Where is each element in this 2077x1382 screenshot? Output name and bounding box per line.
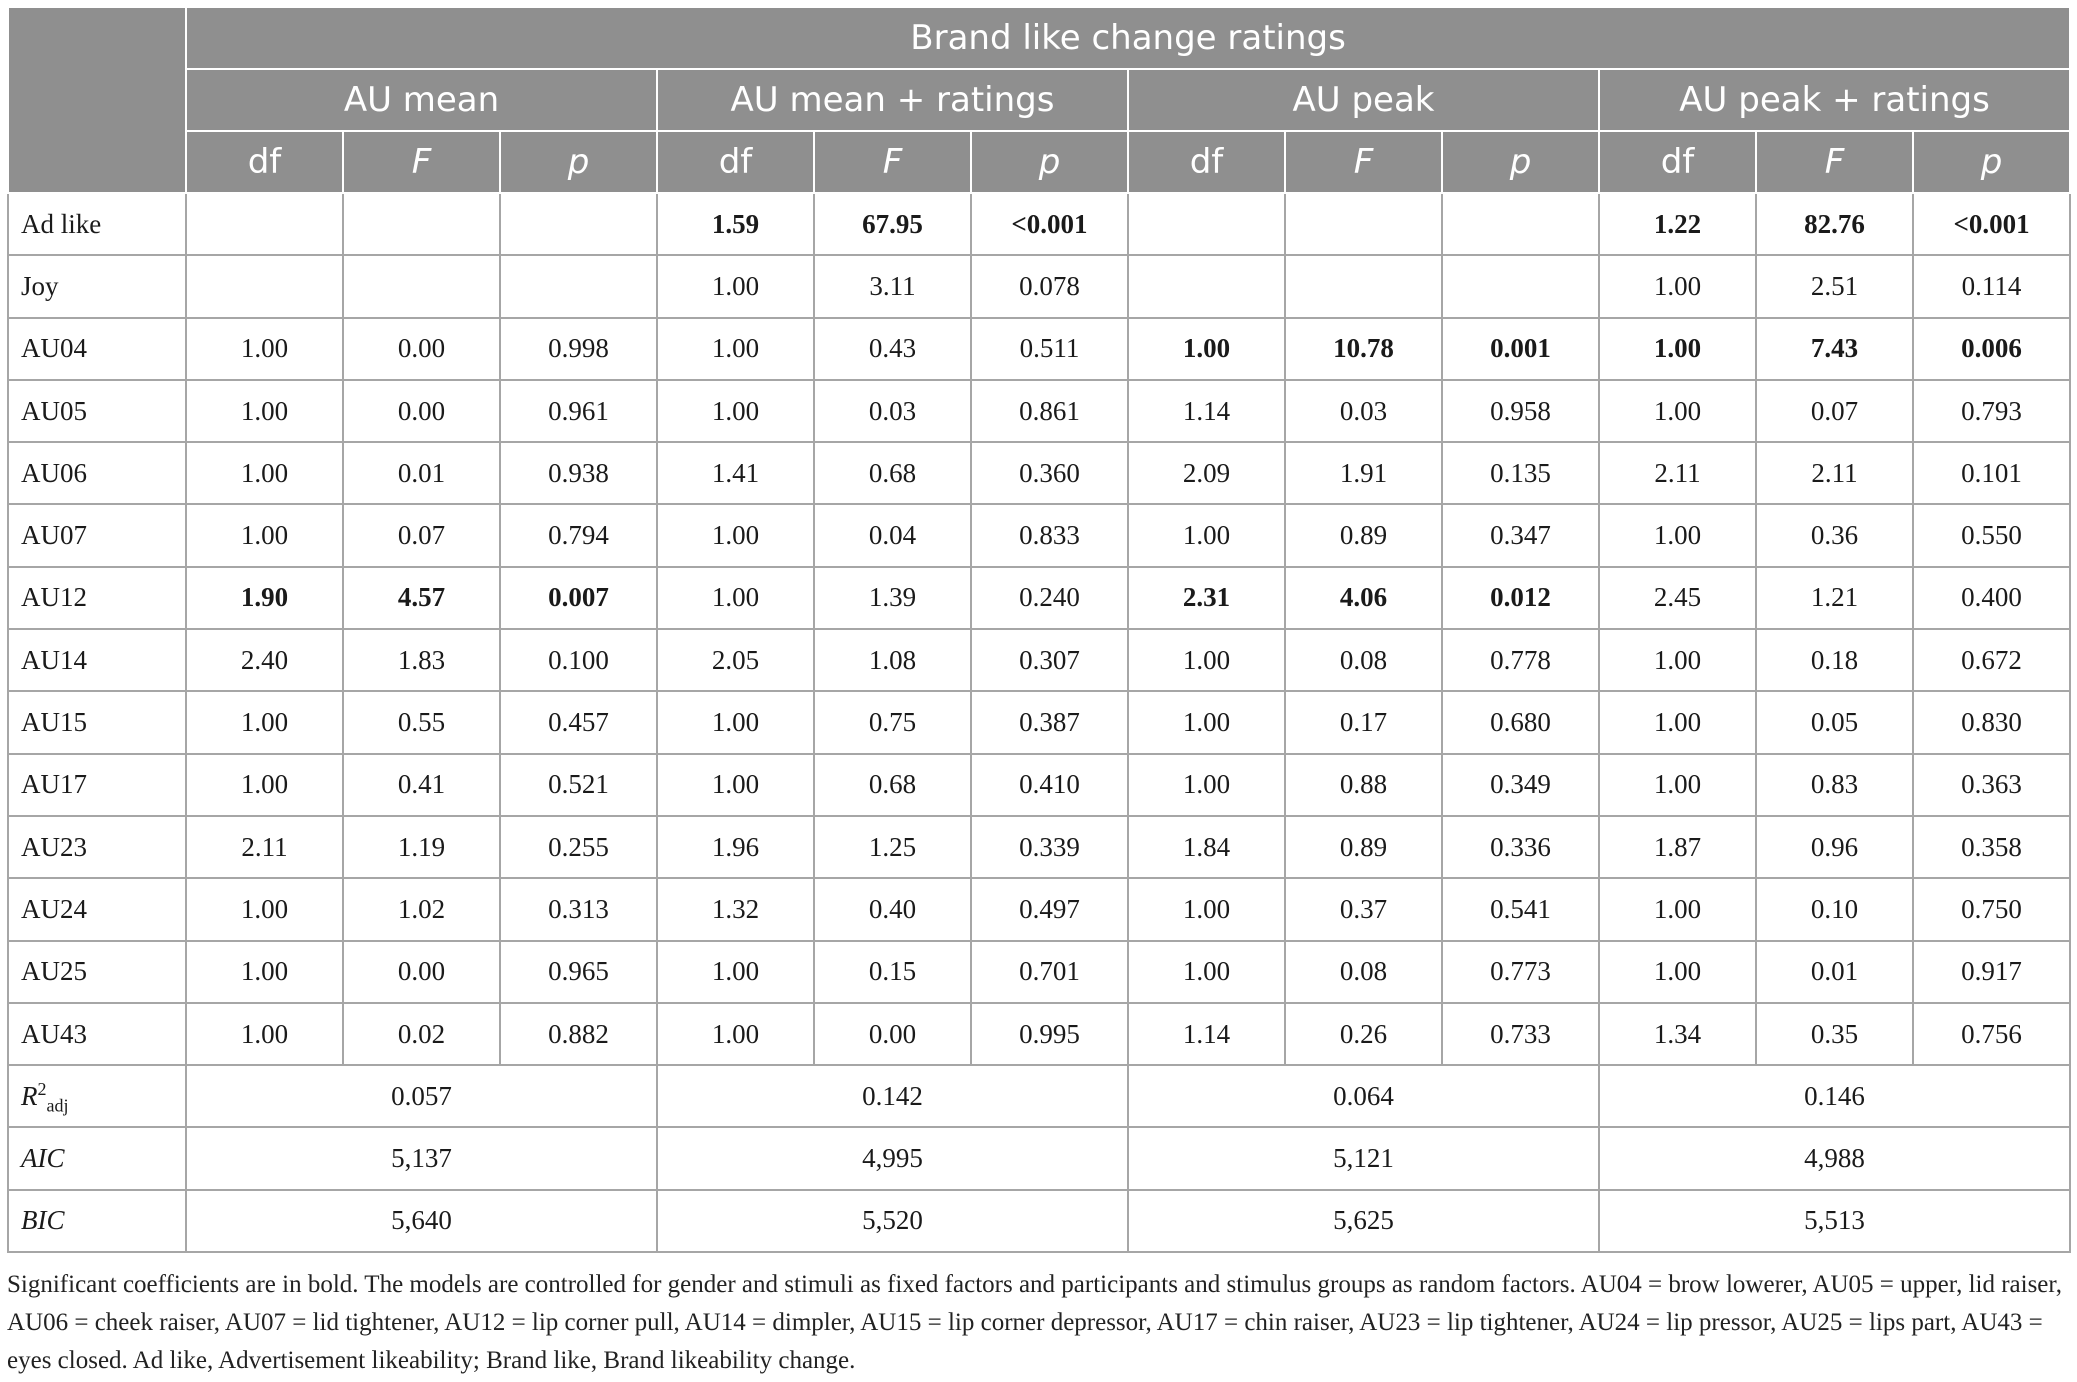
table-cell: 1.00 <box>657 691 814 753</box>
table-cell: 1.02 <box>343 878 500 940</box>
table-cell: 1.83 <box>343 629 500 691</box>
table-cell: 0.363 <box>1913 754 2070 816</box>
table-cell: 0.03 <box>1285 380 1442 442</box>
table-cell: 2.51 <box>1756 255 1913 317</box>
table-cell: 0.101 <box>1913 442 2070 504</box>
table-row <box>8 504 2070 566</box>
table-cell: 1.00 <box>657 754 814 816</box>
table-cell: 0.41 <box>343 754 500 816</box>
table-cell: 0.05 <box>1756 691 1913 753</box>
table-cell: 0.04 <box>814 504 971 566</box>
row-label: AU04 <box>8 318 186 380</box>
table-cell: 1.00 <box>1599 629 1756 691</box>
table-row <box>8 1003 2070 1065</box>
table-cell: 0.861 <box>971 380 1128 442</box>
table-cell: 0.400 <box>1913 567 2070 629</box>
table-cell: 0.135 <box>1442 442 1599 504</box>
table-cell: <0.001 <box>971 193 1128 255</box>
col-header-df: df <box>1128 131 1285 193</box>
table-cell: 0.995 <box>971 1003 1128 1065</box>
table-row <box>8 754 2070 816</box>
col-header-p: p <box>971 131 1128 193</box>
table-cell: 2.40 <box>186 629 343 691</box>
table-cell: 1.00 <box>1128 754 1285 816</box>
table-cell: 4.06 <box>1285 567 1442 629</box>
summary-row <box>8 1065 2070 1127</box>
table-cell <box>1442 193 1599 255</box>
group-header: AU mean <box>186 69 657 131</box>
table-cell: 0.360 <box>971 442 1128 504</box>
table-footnote: Significant coefficients are in bold. The models are controlled for gender and stimuli as fixed factors and participants and stimulus groups as random factors. AU04 = brow lowerer, AU05 = upper, lid raiser, AU06 = cheek raiser, AU07 = lid tightener, AU12 = lip corner pull, AU14 = dimpler, AU15 = lip corner depressor, AU17 = chin raiser, AU23 = lip tightener, AU24 = lip pressor, AU25 = lips part, AU43 = eyes closed. Ad like, Advertisement likeability; Brand like, Brand likeability change. <box>7 1271 2062 1374</box>
summary-row <box>8 1190 2070 1252</box>
row-label: Joy <box>8 255 186 317</box>
table-cell: 0.00 <box>343 318 500 380</box>
table-cell: 1.00 <box>186 442 343 504</box>
table-row <box>8 629 2070 691</box>
summary-value: 4,995 <box>657 1127 1128 1189</box>
table-cell <box>1285 255 1442 317</box>
table-cell: 0.240 <box>971 567 1128 629</box>
col-header-f: F <box>343 131 500 193</box>
table-cell: 0.938 <box>500 442 657 504</box>
table-cell: 0.917 <box>1913 941 2070 1003</box>
table-cell: 0.307 <box>971 629 1128 691</box>
table-cell: 0.18 <box>1756 629 1913 691</box>
table-cell <box>343 255 500 317</box>
table-cell: 0.35 <box>1756 1003 1913 1065</box>
summary-value: 5,625 <box>1128 1190 1599 1252</box>
summary-value: 5,121 <box>1128 1127 1599 1189</box>
table-cell: 1.00 <box>1599 878 1756 940</box>
row-label: AU23 <box>8 816 186 878</box>
table-cell: 1.32 <box>657 878 814 940</box>
summary-value: 0.146 <box>1599 1065 2070 1127</box>
table-cell <box>186 193 343 255</box>
table-cell: 67.95 <box>814 193 971 255</box>
table-cell <box>500 255 657 317</box>
table-cell: 0.773 <box>1442 941 1599 1003</box>
col-header-p: p <box>1442 131 1599 193</box>
header-corner-cell <box>8 7 186 193</box>
table-cell: 0.521 <box>500 754 657 816</box>
table-cell: 0.83 <box>1756 754 1913 816</box>
table-cell: 1.14 <box>1128 380 1285 442</box>
row-label: AU12 <box>8 567 186 629</box>
table-cell <box>500 193 657 255</box>
table-cell: 2.09 <box>1128 442 1285 504</box>
table-cell: 0.833 <box>971 504 1128 566</box>
summary-value: 5,640 <box>186 1190 657 1252</box>
table-cell: 0.00 <box>343 941 500 1003</box>
table-cell: 0.07 <box>1756 380 1913 442</box>
table-cell: 0.550 <box>1913 504 2070 566</box>
table-cell: 1.00 <box>186 380 343 442</box>
table-cell: 0.40 <box>814 878 971 940</box>
table-cell: 0.01 <box>343 442 500 504</box>
table-cell: 0.680 <box>1442 691 1599 753</box>
row-label: AU15 <box>8 691 186 753</box>
table-cell: 1.00 <box>186 941 343 1003</box>
table-cell: 0.012 <box>1442 567 1599 629</box>
table-cell: 1.00 <box>657 504 814 566</box>
table-cell: 1.87 <box>1599 816 1756 878</box>
table-cell: 1.00 <box>186 754 343 816</box>
summary-label-main: BIC <box>21 1205 65 1236</box>
table-cell: 1.00 <box>1599 380 1756 442</box>
table-cell: 0.511 <box>971 318 1128 380</box>
table-cell: 0.15 <box>814 941 971 1003</box>
table-body <box>8 193 2070 1252</box>
table-cell: 0.96 <box>1756 816 1913 878</box>
table-cell: 82.76 <box>1756 193 1913 255</box>
table-cell: 1.19 <box>343 816 500 878</box>
table-cell: 0.358 <box>1913 816 2070 878</box>
table-cell: 1.00 <box>186 1003 343 1065</box>
table-cell <box>1285 193 1442 255</box>
row-label: AU14 <box>8 629 186 691</box>
table-cell: 0.756 <box>1913 1003 2070 1065</box>
table-cell: 0.958 <box>1442 380 1599 442</box>
table-cell: 1.00 <box>657 255 814 317</box>
summary-label <box>8 1190 186 1252</box>
table-cell: 1.22 <box>1599 193 1756 255</box>
row-label: AU25 <box>8 941 186 1003</box>
table-cell: 0.55 <box>343 691 500 753</box>
table-cell: 1.00 <box>186 318 343 380</box>
table-cell: 1.39 <box>814 567 971 629</box>
table-row <box>8 878 2070 940</box>
table-row <box>8 691 2070 753</box>
table-cell: 0.457 <box>500 691 657 753</box>
col-header-df: df <box>186 131 343 193</box>
table-row <box>8 567 2070 629</box>
table-row <box>8 816 2070 878</box>
table-cell: 0.100 <box>500 629 657 691</box>
table-row <box>8 318 2070 380</box>
table-cell: 1.00 <box>657 1003 814 1065</box>
table-cell: 1.14 <box>1128 1003 1285 1065</box>
header-row-title <box>8 7 2070 69</box>
col-header-f: F <box>1756 131 1913 193</box>
table-cell: 0.497 <box>971 878 1128 940</box>
header-row-groups <box>8 69 2070 131</box>
table-cell: 0.37 <box>1285 878 1442 940</box>
table-cell: 2.11 <box>1599 442 1756 504</box>
table-cell: 0.26 <box>1285 1003 1442 1065</box>
table-cell: 0.349 <box>1442 754 1599 816</box>
table-cell: 1.00 <box>1599 754 1756 816</box>
table-cell: 0.794 <box>500 504 657 566</box>
table-cell: 0.88 <box>1285 754 1442 816</box>
table-cell: 1.59 <box>657 193 814 255</box>
table-cell: 0.75 <box>814 691 971 753</box>
summary-label <box>8 1065 186 1127</box>
table-cell: 1.00 <box>657 941 814 1003</box>
summary-label-superscript: 2 <box>37 1078 47 1099</box>
table-cell: 2.45 <box>1599 567 1756 629</box>
table-cell <box>1442 255 1599 317</box>
table-row <box>8 380 2070 442</box>
table-cell: 0.255 <box>500 816 657 878</box>
summary-value: 5,513 <box>1599 1190 2070 1252</box>
table-cell: 0.01 <box>1756 941 1913 1003</box>
table-cell: 0.793 <box>1913 380 2070 442</box>
table-cell: 2.11 <box>186 816 343 878</box>
table-cell: 1.00 <box>1599 504 1756 566</box>
table-cell: 1.00 <box>186 691 343 753</box>
table-cell: 1.00 <box>1599 941 1756 1003</box>
row-label: AU24 <box>8 878 186 940</box>
table-cell: 2.11 <box>1756 442 1913 504</box>
summary-label-main: R <box>21 1080 38 1111</box>
table-cell <box>186 255 343 317</box>
table-cell: 1.96 <box>657 816 814 878</box>
table-cell: 1.84 <box>1128 816 1285 878</box>
table-cell: 0.410 <box>971 754 1128 816</box>
table-cell: 1.00 <box>1599 691 1756 753</box>
table-cell: 0.17 <box>1285 691 1442 753</box>
table-row <box>8 255 2070 317</box>
table-cell: 0.541 <box>1442 878 1599 940</box>
col-header-df: df <box>1599 131 1756 193</box>
table-cell: 0.733 <box>1442 1003 1599 1065</box>
table-cell: 0.08 <box>1285 941 1442 1003</box>
results-table-container <box>7 6 2069 1253</box>
table-cell: 1.91 <box>1285 442 1442 504</box>
row-label: AU06 <box>8 442 186 504</box>
table-cell: 0.68 <box>814 442 971 504</box>
table-cell: 7.43 <box>1756 318 1913 380</box>
table-cell: 1.00 <box>186 878 343 940</box>
table-cell: 1.00 <box>1128 318 1285 380</box>
table-cell: 0.08 <box>1285 629 1442 691</box>
table-cell: 0.03 <box>814 380 971 442</box>
table-cell: 1.00 <box>1599 255 1756 317</box>
table-cell: 10.78 <box>1285 318 1442 380</box>
table-cell: 0.387 <box>971 691 1128 753</box>
col-header-p: p <box>1913 131 2070 193</box>
table-title: Brand like change ratings <box>186 7 2070 69</box>
table-cell: 0.68 <box>814 754 971 816</box>
table-cell: 0.001 <box>1442 318 1599 380</box>
table-cell: 0.313 <box>500 878 657 940</box>
table-cell: 0.336 <box>1442 816 1599 878</box>
table-cell: 1.00 <box>1128 941 1285 1003</box>
table-cell: 1.00 <box>1128 878 1285 940</box>
summary-label-main: AIC <box>21 1143 65 1174</box>
table-cell <box>1128 255 1285 317</box>
group-header: AU peak + ratings <box>1599 69 2070 131</box>
table-cell: 1.08 <box>814 629 971 691</box>
table-row <box>8 442 2070 504</box>
row-label: AU05 <box>8 380 186 442</box>
table-cell: 0.078 <box>971 255 1128 317</box>
table-cell: 1.34 <box>1599 1003 1756 1065</box>
table-cell: 0.007 <box>500 567 657 629</box>
table-cell: 0.36 <box>1756 504 1913 566</box>
table-cell: 0.114 <box>1913 255 2070 317</box>
table-cell: 0.882 <box>500 1003 657 1065</box>
table-cell: 0.006 <box>1913 318 2070 380</box>
table-cell: 1.00 <box>1128 629 1285 691</box>
table-cell: 0.89 <box>1285 816 1442 878</box>
col-header-p: p <box>500 131 657 193</box>
table-cell: 1.00 <box>1128 691 1285 753</box>
table-cell: 0.701 <box>971 941 1128 1003</box>
table-row <box>8 941 2070 1003</box>
table-cell <box>1128 193 1285 255</box>
col-header-df: df <box>657 131 814 193</box>
row-label: AU43 <box>8 1003 186 1065</box>
summary-label-subscript: adj <box>46 1095 69 1116</box>
table-cell: 1.90 <box>186 567 343 629</box>
table-cell: 0.43 <box>814 318 971 380</box>
results-table <box>7 6 2071 1253</box>
table-cell: 3.11 <box>814 255 971 317</box>
summary-value: 5,520 <box>657 1190 1128 1252</box>
table-cell: 1.00 <box>657 567 814 629</box>
table-cell: 1.00 <box>1128 504 1285 566</box>
table-row <box>8 193 2070 255</box>
table-cell: 2.31 <box>1128 567 1285 629</box>
header-row-stats <box>8 131 2070 193</box>
row-label: AU17 <box>8 754 186 816</box>
table-cell: 0.00 <box>814 1003 971 1065</box>
table-cell: 0.339 <box>971 816 1128 878</box>
table-cell: 0.830 <box>1913 691 2070 753</box>
summary-value: 0.064 <box>1128 1065 1599 1127</box>
col-header-f: F <box>1285 131 1442 193</box>
summary-value: 4,988 <box>1599 1127 2070 1189</box>
table-cell: 1.25 <box>814 816 971 878</box>
row-label: AU07 <box>8 504 186 566</box>
table-cell: 0.02 <box>343 1003 500 1065</box>
table-cell: 4.57 <box>343 567 500 629</box>
table-cell: 2.05 <box>657 629 814 691</box>
table-cell: 1.00 <box>657 318 814 380</box>
row-label: Ad like <box>8 193 186 255</box>
table-cell: 0.965 <box>500 941 657 1003</box>
summary-value: 0.142 <box>657 1065 1128 1127</box>
table-cell: 0.750 <box>1913 878 2070 940</box>
summary-label <box>8 1127 186 1189</box>
table-cell: 0.10 <box>1756 878 1913 940</box>
table-cell: 1.00 <box>186 504 343 566</box>
table-cell: 1.21 <box>1756 567 1913 629</box>
table-cell: 0.07 <box>343 504 500 566</box>
summary-row <box>8 1127 2070 1189</box>
table-cell: 0.89 <box>1285 504 1442 566</box>
col-header-f: F <box>814 131 971 193</box>
group-header: AU mean + ratings <box>657 69 1128 131</box>
table-cell: 0.347 <box>1442 504 1599 566</box>
table-cell: 0.672 <box>1913 629 2070 691</box>
table-cell: 0.961 <box>500 380 657 442</box>
summary-value: 5,137 <box>186 1127 657 1189</box>
table-cell: <0.001 <box>1913 193 2070 255</box>
table-cell: 1.00 <box>657 380 814 442</box>
table-cell: 0.00 <box>343 380 500 442</box>
group-header: AU peak <box>1128 69 1599 131</box>
table-cell: 0.778 <box>1442 629 1599 691</box>
summary-value: 0.057 <box>186 1065 657 1127</box>
table-cell: 0.998 <box>500 318 657 380</box>
table-cell: 1.41 <box>657 442 814 504</box>
table-cell <box>343 193 500 255</box>
table-cell: 1.00 <box>1599 318 1756 380</box>
